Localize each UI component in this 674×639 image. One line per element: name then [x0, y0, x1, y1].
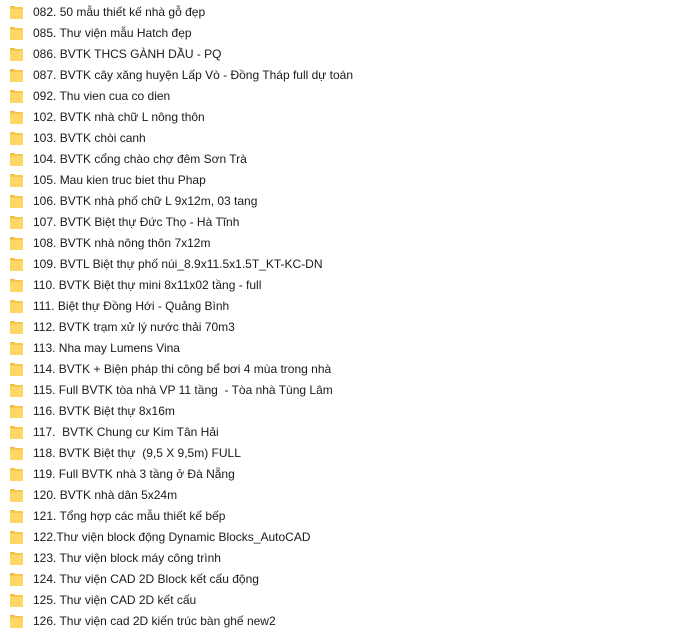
folder-icon: [10, 573, 24, 586]
folder-name: 122.Thư viện block động Dynamic Blocks_AutoCAD: [33, 530, 311, 544]
folder-name: 116. BVTK Biệt thự 8x16m: [33, 404, 175, 418]
folder-icon: [10, 510, 24, 523]
folder-name: 104. BVTK cổng chào chợ đêm Sơn Trà: [33, 152, 247, 166]
folder-item[interactable]: [0, 548, 674, 569]
folder-icon: [10, 48, 24, 61]
folder-item[interactable]: [0, 86, 674, 107]
folder-icon: [10, 300, 24, 313]
folder-icon: [10, 27, 24, 40]
folder-icon: [10, 153, 24, 166]
folder-name: 121. Tổng hợp các mẫu thiết kế bếp: [33, 509, 226, 523]
folder-item[interactable]: [0, 590, 674, 611]
folder-item[interactable]: [0, 233, 674, 254]
folder-name: 112. BVTK trạm xử lý nước thải 70m3: [33, 320, 235, 334]
folder-name: 102. BVTK nhà chữ L nông thôn: [33, 110, 205, 124]
folder-icon: [10, 258, 24, 271]
folder-item[interactable]: [0, 569, 674, 590]
folder-item[interactable]: [0, 2, 674, 23]
folder-name: 114. BVTK + Biện pháp thi công bể bơi 4 mùa trong nhà: [33, 362, 332, 376]
folder-name: 110. BVTK Biệt thự mini 8x11x02 tầng - full: [33, 278, 262, 292]
folder-item[interactable]: [0, 464, 674, 485]
folder-name: 092. Thu vien cua co dien: [33, 89, 171, 103]
folder-icon: [10, 90, 24, 103]
folder-icon: [10, 615, 24, 628]
folder-icon: [10, 489, 24, 502]
folder-icon: [10, 174, 24, 187]
folder-item[interactable]: [0, 527, 674, 548]
folder-name: 117. BVTK Chung cư Kim Tân Hải: [33, 425, 219, 439]
folder-item[interactable]: [0, 380, 674, 401]
folder-name: 124. Thư viện CAD 2D Block kết cấu động: [33, 572, 259, 586]
folder-item[interactable]: [0, 296, 674, 317]
folder-item[interactable]: [0, 506, 674, 527]
folder-item[interactable]: [0, 44, 674, 65]
folder-icon: [10, 405, 24, 418]
folder-item[interactable]: [0, 149, 674, 170]
folder-item[interactable]: [0, 23, 674, 44]
folder-icon: [10, 552, 24, 565]
folder-name: 113. Nha may Lumens Vina: [33, 341, 180, 355]
folder-item[interactable]: [0, 317, 674, 338]
folder-name: 123. Thư viện block máy công trình: [33, 551, 221, 565]
folder-item[interactable]: [0, 107, 674, 128]
folder-item[interactable]: [0, 443, 674, 464]
folder-name: 105. Mau kien truc biet thu Phap: [33, 173, 206, 187]
folder-item[interactable]: [0, 128, 674, 149]
folder-item[interactable]: [0, 254, 674, 275]
folder-item[interactable]: [0, 191, 674, 212]
folder-item[interactable]: [0, 338, 674, 359]
folder-icon: [10, 216, 24, 229]
folder-icon: [10, 468, 24, 481]
folder-name: 125. Thư viện CAD 2D kết cấu: [33, 593, 197, 607]
folder-item[interactable]: [0, 170, 674, 191]
folder-icon: [10, 6, 24, 19]
folder-icon: [10, 342, 24, 355]
folder-item[interactable]: [0, 485, 674, 506]
folder-icon: [10, 279, 24, 292]
folder-icon: [10, 594, 24, 607]
folder-icon: [10, 69, 24, 82]
folder-item[interactable]: [0, 275, 674, 296]
folder-item[interactable]: [0, 359, 674, 380]
folder-name: 119. Full BVTK nhà 3 tầng ở Đà Nẵng: [33, 467, 235, 481]
folder-item[interactable]: [0, 65, 674, 86]
folder-icon: [10, 426, 24, 439]
folder-icon: [10, 237, 24, 250]
folder-name: 126. Thư viện cad 2D kiến trúc bàn ghế new2: [33, 614, 276, 628]
folder-name: 108. BVTK nhà nông thôn 7x12m: [33, 236, 211, 250]
folder-name: 120. BVTK nhà dân 5x24m: [33, 488, 178, 502]
folder-icon: [10, 531, 24, 544]
folder-icon: [10, 384, 24, 397]
folder-name: 082. 50 mẫu thiết kế nhà gỗ đẹp: [33, 5, 206, 19]
folder-name: 106. BVTK nhà phố chữ L 9x12m, 03 tang: [33, 194, 258, 208]
folder-icon: [10, 195, 24, 208]
folder-name: 109. BVTL Biệt thự phố núi_8.9x11.5x1.5T_KT-KC-DN: [33, 257, 323, 271]
folder-name: 111. Biệt thự Đồng Hới - Quảng Bình: [33, 299, 230, 313]
folder-icon: [10, 447, 24, 460]
folder-name: 115. Full BVTK tòa nhà VP 11 tầng - Tòa nhà Tùng Lâm: [33, 383, 333, 397]
folder-name: 086. BVTK THCS GÀNH DẦU - PQ: [33, 47, 222, 61]
folder-name: 085. Thư viện mẫu Hatch đẹp: [33, 26, 192, 40]
folder-icon: [10, 111, 24, 124]
folder-item[interactable]: [0, 212, 674, 233]
folder-name: 103. BVTK chòi canh: [33, 131, 146, 145]
folder-item[interactable]: [0, 422, 674, 443]
folder-item[interactable]: [0, 401, 674, 422]
folder-name: 107. BVTK Biệt thự Đức Thọ - Hà Tĩnh: [33, 215, 240, 229]
folder-name: 118. BVTK Biệt thự (9,5 X 9,5m) FULL: [33, 446, 241, 460]
folder-icon: [10, 132, 24, 145]
folder-name: 087. BVTK cây xăng huyện Lấp Vò - Đồng Tháp full dự toán: [33, 68, 354, 82]
folder-item[interactable]: [0, 611, 674, 632]
folder-icon: [10, 363, 24, 376]
folder-list: [0, 2, 674, 632]
folder-icon: [10, 321, 24, 334]
